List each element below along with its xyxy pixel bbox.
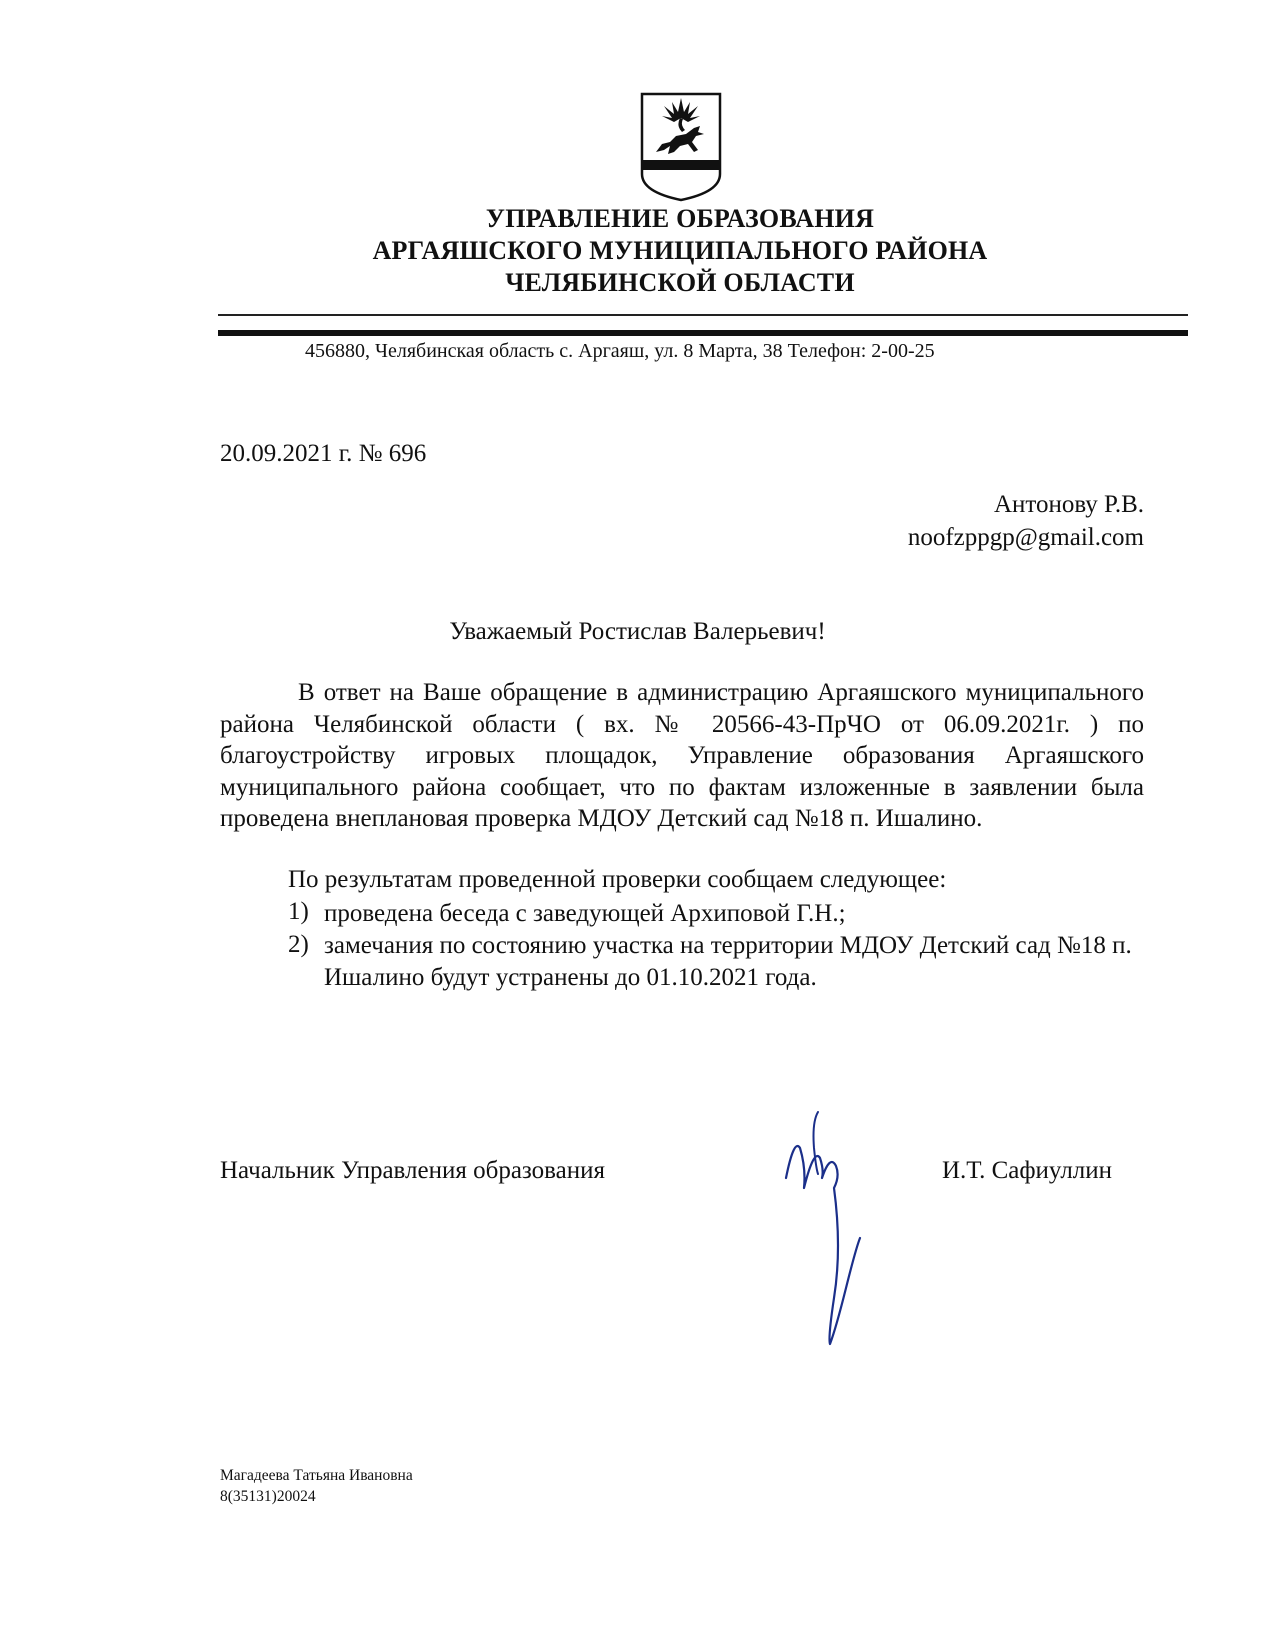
- body-paragraph: В ответ на Ваше обращение в администрацию Аргаяшского муниципального района Челябинской области ( вх. № 20566-43-ПрЧО от 06.09.2021г. ) по благоустройству игровых площадок, Управление образования Аргаяшского муниципального района сообщает, что по фактам изложенные в заявлении была проведена внеплановая проверка МДОУ Детский сад №18 п. Ишалино.: [220, 679, 1144, 832]
- header-divider-thick: [218, 330, 1188, 336]
- recipient-email: noofzppgp@gmail.com: [907, 524, 1144, 551]
- executor-name: Магадеева Татьяна Ивановна: [220, 1467, 413, 1484]
- organization-address: 456880, Челябинская область с. Аргаяш, ул. 8 Марта, 38 Телефон: 2-00-25: [305, 340, 935, 362]
- list-item-number: 2): [288, 931, 309, 958]
- list-item-number: 1): [288, 898, 309, 925]
- signatory-position: Начальник Управления образования: [220, 1157, 605, 1184]
- list-item-text: проведена беседа с заведующей Архиповой Г.Н.;: [324, 900, 846, 927]
- org-title-line-1: УПРАВЛЕНИЕ ОБРАЗОВАНИЯ: [485, 204, 875, 233]
- recipient-block: [908, 488, 1144, 554]
- signatory-name: И.Т. Сафиуллин: [942, 1157, 1113, 1184]
- executor-phone: 8(35131)20024: [220, 1488, 316, 1505]
- letter-body: [220, 677, 1144, 835]
- registration-date-number: 20.09.2021 г. № 696: [220, 440, 427, 467]
- coat-of-arms-emblem: [640, 92, 722, 202]
- handwritten-signature: [784, 1108, 894, 1348]
- org-title-line-2: АРГАЯШСКОГО МУНИЦИПАЛЬНОГО РАЙОНА: [372, 236, 988, 265]
- list-item: [288, 930, 1148, 993]
- org-title-line-3: ЧЕЛЯБИНСКОЙ ОБЛАСТИ: [505, 268, 855, 297]
- organization-title: [200, 203, 1160, 299]
- list-item-text: замечания по состоянию участка на территории МДОУ Детский сад №18 п. Ишалино будут устранены до 01.10.2021 года.: [324, 932, 1132, 991]
- header-divider-thin: [218, 314, 1188, 316]
- results-intro: По результатам проведенной проверки сообщаем следующее:: [288, 866, 947, 893]
- greeting: Уважаемый Ростислав Валерьевич!: [449, 618, 826, 645]
- list-item: [288, 898, 1148, 930]
- recipient-name: Антонову Р.В.: [993, 491, 1144, 518]
- results-list: [288, 898, 1148, 993]
- executor-block: [220, 1465, 413, 1507]
